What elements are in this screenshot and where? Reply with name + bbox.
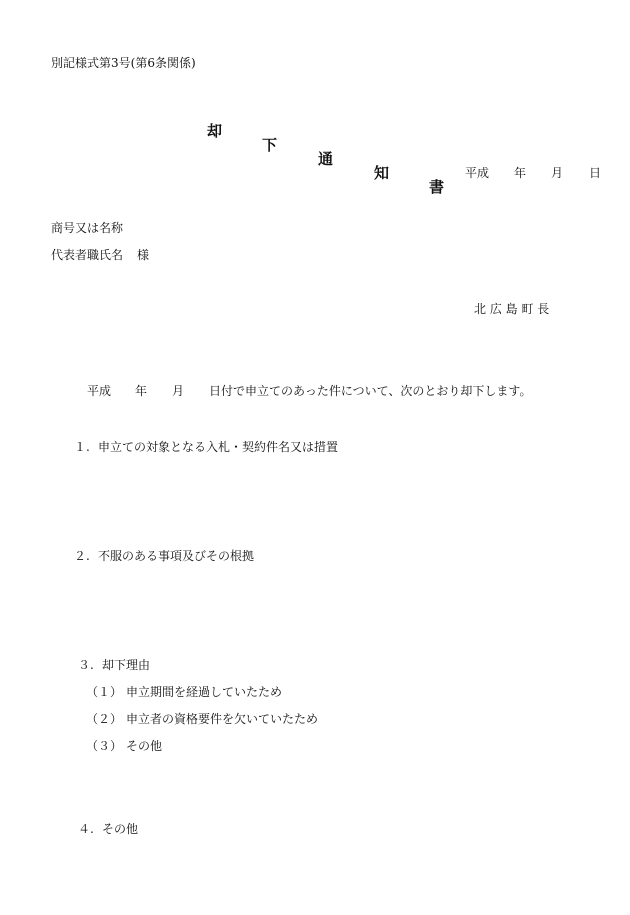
title-char-1: 却 — [207, 122, 223, 140]
date-year-unit: 年 — [514, 166, 527, 180]
body-era: 平成 — [87, 384, 112, 398]
title-char-4: 知 — [374, 164, 390, 182]
date-month-unit: 月 — [551, 166, 564, 180]
addressee-representative: 代表者職氏名 — [51, 248, 124, 262]
item-number: １. — [74, 440, 90, 454]
issuer-name: 北 広 島 町 長 — [474, 302, 550, 316]
item-text: その他 — [102, 822, 139, 836]
body-rest: 日付で申立てのあった件について、次のとおり却下します。 — [209, 384, 532, 398]
document-title — [0, 110, 630, 194]
title-char-2: 下 — [262, 136, 278, 154]
item-text: 申立ての対象となる入札・契約件名又は措置 — [98, 440, 339, 454]
item-number: ４. — [78, 822, 94, 836]
body-month-unit: 月 — [172, 384, 185, 398]
reason-number: （２） — [86, 712, 123, 726]
date-era: 平成 — [465, 166, 490, 180]
reason-number: （１） — [86, 685, 123, 699]
title-char-3: 通 — [318, 150, 334, 168]
reason-text: 申立期間を経過していたため — [126, 685, 283, 699]
item-text: 却下理由 — [102, 658, 151, 672]
form-reference: 別記様式第3号(第6条関係) — [51, 56, 196, 70]
body-year-unit: 年 — [135, 384, 148, 398]
reason-number: （３） — [86, 739, 123, 753]
title-char-5: 書 — [429, 178, 445, 196]
date-day-unit: 日 — [589, 166, 602, 180]
addressee-honorific: 様 — [137, 248, 150, 262]
item-text: 不服のある事項及びその根拠 — [98, 549, 255, 563]
item-number: ３. — [78, 658, 94, 672]
reason-text: その他 — [126, 739, 163, 753]
item-number: ２. — [74, 549, 90, 563]
reason-text: 申立者の資格要件を欠いていたため — [126, 712, 319, 726]
addressee-company: 商号又は名称 — [51, 221, 124, 235]
